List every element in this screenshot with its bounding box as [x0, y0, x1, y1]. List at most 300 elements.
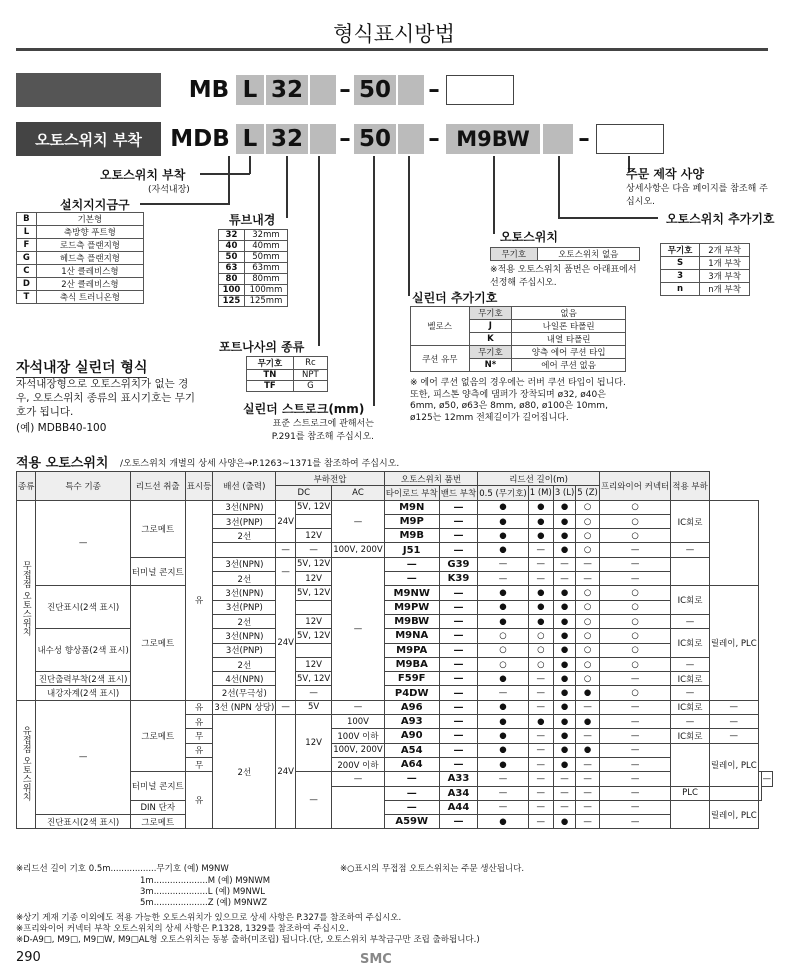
cell: —	[599, 729, 670, 743]
cell: —	[576, 772, 600, 786]
label-bore: 튜브내경	[229, 213, 276, 227]
cell: K39	[439, 572, 478, 586]
label-mounting: 설치지지금구	[60, 198, 130, 212]
code-switch: M9BW	[446, 124, 540, 154]
cell: 2선	[213, 529, 276, 543]
header: 오토스위치 품번	[384, 472, 478, 486]
cell	[17, 500, 36, 700]
cell: —	[478, 772, 529, 786]
header: 적용 부하	[671, 472, 710, 501]
cell: ●	[478, 815, 529, 829]
header: 리드선 취출	[130, 472, 185, 501]
cell: —	[528, 757, 553, 771]
cell: 없음	[512, 307, 626, 320]
port-table	[246, 356, 328, 392]
footnote: ※프리와이어 커넥터 부착 오토스위치의 상세 사항은 P.1328, 1329를 참조하여 주십시오.	[16, 924, 349, 934]
cell: ●	[553, 529, 575, 543]
cell: —	[671, 614, 710, 628]
cell: 유	[185, 715, 213, 729]
cell: F59F	[384, 672, 439, 686]
cell: 3	[661, 270, 700, 283]
cell: IC회로	[671, 672, 710, 686]
cell: A34	[439, 786, 478, 800]
cylinder-note: ※ 에어 쿠션 없음의 경우에는 러버 쿠션 타입이 됩니다. 또한, 피스톤 양측에 댐퍼가 장착되며 ø32, ø40은 6mm, ø50, ø63은 8mm, ø80, ø100은 10mm, ø125는 12mm 전체길이가 길어집니다.	[410, 378, 626, 424]
cell: —	[599, 572, 670, 586]
code-order-box	[446, 75, 514, 105]
cell: 기본형	[36, 213, 143, 226]
cell: Rc	[293, 357, 327, 370]
cell: ●	[478, 500, 529, 514]
cell	[295, 514, 331, 528]
cell: —	[671, 543, 710, 557]
header: 리드선 길이(m)	[478, 472, 600, 486]
connector	[493, 156, 495, 234]
cell: 100V, 200V	[332, 743, 384, 757]
cell: 축식 트러니온형	[36, 291, 143, 304]
connector	[318, 156, 320, 346]
table-row	[17, 772, 773, 786]
cell: ○	[599, 686, 670, 700]
cell: —	[276, 557, 296, 586]
cell: 벨로스	[411, 307, 470, 346]
cell: 진단표시(2색 표시)	[36, 586, 130, 629]
cell: ○	[576, 514, 600, 528]
cell: M9B	[384, 529, 439, 543]
label-cyl-add: 실린더 추가기호	[412, 291, 498, 305]
table-row	[661, 283, 750, 296]
header: AC	[332, 486, 384, 500]
cell: —	[576, 729, 600, 743]
cell: 3선(NPN)	[213, 500, 276, 514]
cell: ○	[576, 614, 600, 628]
table-row	[17, 500, 773, 514]
table-row	[17, 252, 144, 265]
cell: ○	[528, 629, 553, 643]
cell: 무기호	[469, 346, 512, 359]
cell: —	[478, 557, 529, 571]
cell: 24V	[276, 586, 296, 700]
autoswitch-label: 오토스위치 부착	[16, 122, 161, 156]
cell: —	[671, 657, 710, 671]
cell: 40	[219, 241, 245, 252]
cell: ○	[599, 586, 670, 600]
cell: 12V	[295, 614, 331, 628]
table-row	[17, 686, 773, 700]
cell: ●	[553, 715, 575, 729]
footnote: ※○표시의 무접점 오토스위치는 주문 생산됩니다.	[340, 864, 525, 874]
cell: IC회로	[671, 500, 710, 543]
cell: —	[332, 557, 384, 700]
cell: —	[295, 686, 331, 700]
cell: G	[293, 381, 327, 392]
cell: M9N	[384, 500, 439, 514]
table-row	[219, 274, 288, 285]
order-note: 상세사항은 다음 페이지를 참조해 주십시오.	[626, 184, 768, 207]
code-order-box	[596, 124, 664, 154]
table-row	[17, 815, 773, 829]
cell: —	[576, 800, 600, 814]
cell: M9PA	[384, 643, 439, 657]
cell: —	[439, 686, 478, 700]
table-row	[17, 700, 773, 714]
cell	[332, 786, 384, 829]
cell: 32mm	[244, 230, 287, 241]
cell: ●	[553, 543, 575, 557]
cell: ●	[553, 672, 575, 686]
cell: 유	[185, 772, 213, 829]
table-row	[661, 270, 750, 283]
header: 프리와이어 커넥터	[599, 472, 670, 501]
cell: ●	[553, 743, 575, 757]
cell: 오토스위치 없음	[537, 248, 639, 261]
cell: 100V 이하	[332, 729, 384, 743]
cell: —	[553, 557, 575, 571]
cell: 릴레이, PLC	[709, 800, 758, 829]
table-row	[17, 226, 144, 239]
cell: 12V	[295, 529, 331, 543]
header: 0.5 (무기호)	[478, 486, 529, 500]
cell	[295, 643, 331, 657]
cell: A59W	[384, 815, 439, 829]
cell: ○	[576, 657, 600, 671]
cell: —	[528, 543, 553, 557]
cell: —	[439, 715, 478, 729]
cell: —	[599, 786, 670, 800]
cell: —	[528, 700, 553, 714]
cell: —	[295, 543, 331, 557]
table-row	[17, 586, 773, 600]
cell: —	[599, 672, 670, 686]
cell: 에어 쿠션 없음	[512, 359, 626, 372]
cell: 80	[219, 274, 245, 285]
cell: ●	[576, 743, 600, 757]
code-blank	[398, 75, 424, 105]
cell: ●	[553, 629, 575, 643]
cell: 3선(NPN)	[213, 629, 276, 643]
cell: 2개 부착	[700, 244, 750, 257]
cell: —	[478, 686, 529, 700]
cell: G	[17, 252, 37, 265]
cell: ●	[528, 614, 553, 628]
cell: 63mm	[244, 263, 287, 274]
cell: —	[332, 700, 384, 714]
cell	[671, 800, 710, 829]
cell: 3선 (NPN 상당)	[213, 700, 276, 714]
cell: ○	[576, 629, 600, 643]
cell: 유	[185, 743, 213, 757]
code-l: L	[236, 124, 264, 154]
cell: —	[439, 700, 478, 714]
switch-section-title: 적용 오토스위치	[16, 452, 108, 472]
cell: —	[553, 572, 575, 586]
cell: —	[528, 686, 553, 700]
cell: ●	[528, 514, 553, 528]
cell: ●	[478, 600, 529, 614]
cell: 200V 이하	[332, 757, 384, 771]
cell: 1산 클레비스형	[36, 265, 143, 278]
code-stroke: 50	[354, 75, 396, 105]
cell: 그로메트	[130, 700, 185, 771]
code-bore: 32	[266, 75, 308, 105]
cell: ●	[478, 543, 529, 557]
cell: 3선(PNP)	[213, 643, 276, 657]
cell: ○	[599, 600, 670, 614]
header: 밴드 부착	[439, 486, 478, 500]
cell: —	[478, 572, 529, 586]
cell: ○	[599, 614, 670, 628]
switch-table	[16, 471, 773, 829]
switch-section-sub: /오토스위치 개별의 상세 사양은→P.1263~1371를 참조하여 주십시오.	[120, 459, 400, 469]
cell: —	[478, 786, 529, 800]
cell: —	[528, 800, 553, 814]
cell: 무기호	[469, 307, 512, 320]
cell: 100	[219, 285, 245, 296]
cell: 50mm	[244, 252, 287, 263]
footnote: ※상기 게재 기종 이외에도 적용 가능한 오토스위치가 있으므로 상세 사항은 P.327를 참조하여 주십시오.	[16, 913, 402, 923]
cell: ●	[478, 529, 529, 543]
code-blank	[310, 124, 336, 154]
cell: M9BA	[384, 657, 439, 671]
dash: –	[339, 77, 351, 103]
cell: 2선	[213, 657, 276, 671]
cell: 5V, 12V	[295, 586, 331, 600]
cell: —	[528, 572, 553, 586]
cell: 5V, 12V	[295, 672, 331, 686]
cell: ○	[599, 629, 670, 643]
cell: ●	[553, 686, 575, 700]
cell: 12V	[295, 657, 331, 671]
cell: ●	[576, 686, 600, 700]
cell: ○	[599, 514, 670, 528]
cell: 로드측 플랜지형	[36, 239, 143, 252]
cell: —	[528, 729, 553, 743]
vertical-label: 유접점 오토스위치	[20, 725, 31, 801]
cell: —	[528, 815, 553, 829]
cell: ○	[528, 657, 553, 671]
cell: —	[576, 557, 600, 571]
cell: —	[295, 772, 331, 829]
cell: —	[528, 743, 553, 757]
cell: 그로메트	[130, 500, 185, 557]
cell: —	[439, 729, 478, 743]
cell	[671, 557, 710, 586]
cell: 무기호	[491, 248, 538, 261]
cell: 125mm	[244, 296, 287, 307]
cell: M9NW	[384, 586, 439, 600]
cell: T	[17, 291, 37, 304]
cell: —	[528, 672, 553, 686]
cell	[295, 600, 331, 614]
cell: J	[469, 320, 512, 333]
label-sw-count: 오토스위치 추가기호	[666, 212, 775, 226]
cell: —	[709, 700, 758, 714]
cell: 나일론 타폴린	[512, 320, 626, 333]
cell: 4선(NPN)	[213, 672, 276, 686]
table-row	[17, 278, 144, 291]
table-row	[219, 230, 288, 241]
cell: 5V, 12V	[295, 557, 331, 571]
cell: 3선(PNP)	[213, 514, 276, 528]
cell: —	[439, 500, 478, 514]
brand-logo: SMC	[360, 952, 392, 967]
cell: IC회로	[671, 629, 710, 658]
cell: 진단출력부착(2색 표시)	[36, 672, 130, 686]
code-mb: MB	[188, 77, 230, 103]
cell: A54	[384, 743, 439, 757]
cell: —	[439, 657, 478, 671]
cell: 3선(NPN)	[213, 586, 276, 600]
cell: ●	[478, 586, 529, 600]
cell: ○	[599, 643, 670, 657]
cell: 진단표시(2색 표시)	[36, 815, 130, 829]
cell: 무	[185, 729, 213, 743]
connector	[286, 156, 288, 218]
cell: ●	[576, 715, 600, 729]
cell: ○	[599, 529, 670, 543]
cell: —	[439, 529, 478, 543]
header: 배선 (출력)	[213, 472, 276, 501]
cell: ●	[528, 529, 553, 543]
label-order: 주문 제작 사양	[626, 167, 704, 181]
cell: 유	[185, 500, 213, 700]
cell: —	[439, 600, 478, 614]
cell: —	[439, 614, 478, 628]
table-row	[17, 557, 773, 571]
cell: 3선(PNP)	[213, 600, 276, 614]
cell: ○	[478, 657, 529, 671]
cell: ●	[528, 586, 553, 600]
label-autoswitch: 오토스위치	[500, 230, 558, 244]
table-row	[219, 263, 288, 274]
cell: ○	[576, 643, 600, 657]
cell: K	[469, 333, 512, 346]
title-rule	[16, 48, 768, 51]
cell: ●	[553, 614, 575, 628]
cell: —	[478, 800, 529, 814]
cell: A90	[384, 729, 439, 743]
cell: 내강자계(2색 표시)	[36, 686, 130, 700]
cell: —	[439, 672, 478, 686]
cell: —	[439, 543, 478, 557]
cell: 125	[219, 296, 245, 307]
cell: —	[384, 557, 439, 571]
cell: —	[599, 800, 670, 814]
cell: 100V, 200V	[332, 543, 384, 557]
cell: ○	[576, 586, 600, 600]
cell: —	[332, 772, 384, 786]
cell: —	[709, 715, 758, 729]
header: 부하전압	[276, 472, 384, 486]
cell: D	[17, 278, 37, 291]
cell: 100V	[332, 715, 384, 729]
cell: —	[709, 729, 758, 743]
cell	[17, 700, 36, 829]
cell: —	[332, 500, 384, 543]
footnote: ※리드선 길이 기호 0.5m.................무기호 (예) M9NW	[16, 864, 229, 874]
cell: ○	[576, 500, 600, 514]
cell: ○	[599, 500, 670, 514]
table-row	[17, 213, 144, 226]
connector	[140, 203, 230, 205]
cell: —	[761, 772, 773, 786]
cell: P4DW	[384, 686, 439, 700]
cell: J51	[384, 543, 439, 557]
table-row	[219, 296, 288, 307]
cell	[709, 500, 758, 586]
dash: –	[428, 126, 440, 152]
cell: S	[661, 257, 700, 270]
cell: —	[528, 786, 553, 800]
cell: ●	[553, 815, 575, 829]
cell: 63	[219, 263, 245, 274]
connector	[373, 156, 375, 406]
cell: 무기호	[247, 357, 294, 370]
cell: —	[276, 700, 296, 714]
cell: —	[599, 757, 670, 771]
cell: M9P	[384, 514, 439, 528]
cell: —	[576, 786, 600, 800]
cell: 1개 부착	[700, 257, 750, 270]
dash: –	[428, 77, 440, 103]
connector	[408, 156, 410, 296]
cell: ●	[553, 514, 575, 528]
cell: 릴레이, PLC	[709, 586, 758, 700]
cell: 3선(NPN)	[213, 557, 276, 571]
cell: 양측 에어 쿠션 타입	[512, 346, 626, 359]
dash: –	[339, 126, 351, 152]
autoswitch-table	[490, 247, 640, 261]
cell: TN	[247, 370, 294, 381]
cell: —	[576, 815, 600, 829]
table-row	[247, 357, 328, 370]
cell: —	[276, 543, 296, 557]
footnote: 1m....................M (예) M9NWM	[140, 876, 271, 886]
header: DC	[276, 486, 332, 500]
cell: —	[553, 772, 575, 786]
cell: ○	[528, 643, 553, 657]
cell: A64	[384, 757, 439, 771]
cell: ●	[553, 729, 575, 743]
cell: —	[599, 543, 670, 557]
cell: 릴레이, PLC	[709, 743, 758, 786]
cell: L	[17, 226, 37, 239]
cell: ○	[599, 657, 670, 671]
cell: DIN 단자	[130, 800, 185, 814]
header: 3 (L)	[553, 486, 575, 500]
page-title: 형식표시방법	[333, 22, 455, 46]
cell: ●	[528, 715, 553, 729]
bore-table	[218, 229, 288, 307]
cell: ●	[478, 743, 529, 757]
cell: N*	[469, 359, 512, 372]
table-row	[17, 239, 144, 252]
blank-label-box	[16, 73, 161, 107]
cell: NPT	[293, 370, 327, 381]
cell: 24V	[276, 500, 296, 543]
vertical-label: 무접점 오토스위치	[20, 561, 31, 637]
cell: 50	[219, 252, 245, 263]
cell: TF	[247, 381, 294, 392]
cell: ●	[478, 614, 529, 628]
cell: ●	[478, 757, 529, 771]
cell: ●	[553, 657, 575, 671]
cell: 내열 타폴린	[512, 333, 626, 346]
cell: IC회로	[671, 700, 710, 714]
header: 5 (Z)	[576, 486, 600, 500]
cell: ●	[553, 700, 575, 714]
code-l: L	[236, 75, 264, 105]
cell: 80mm	[244, 274, 287, 285]
